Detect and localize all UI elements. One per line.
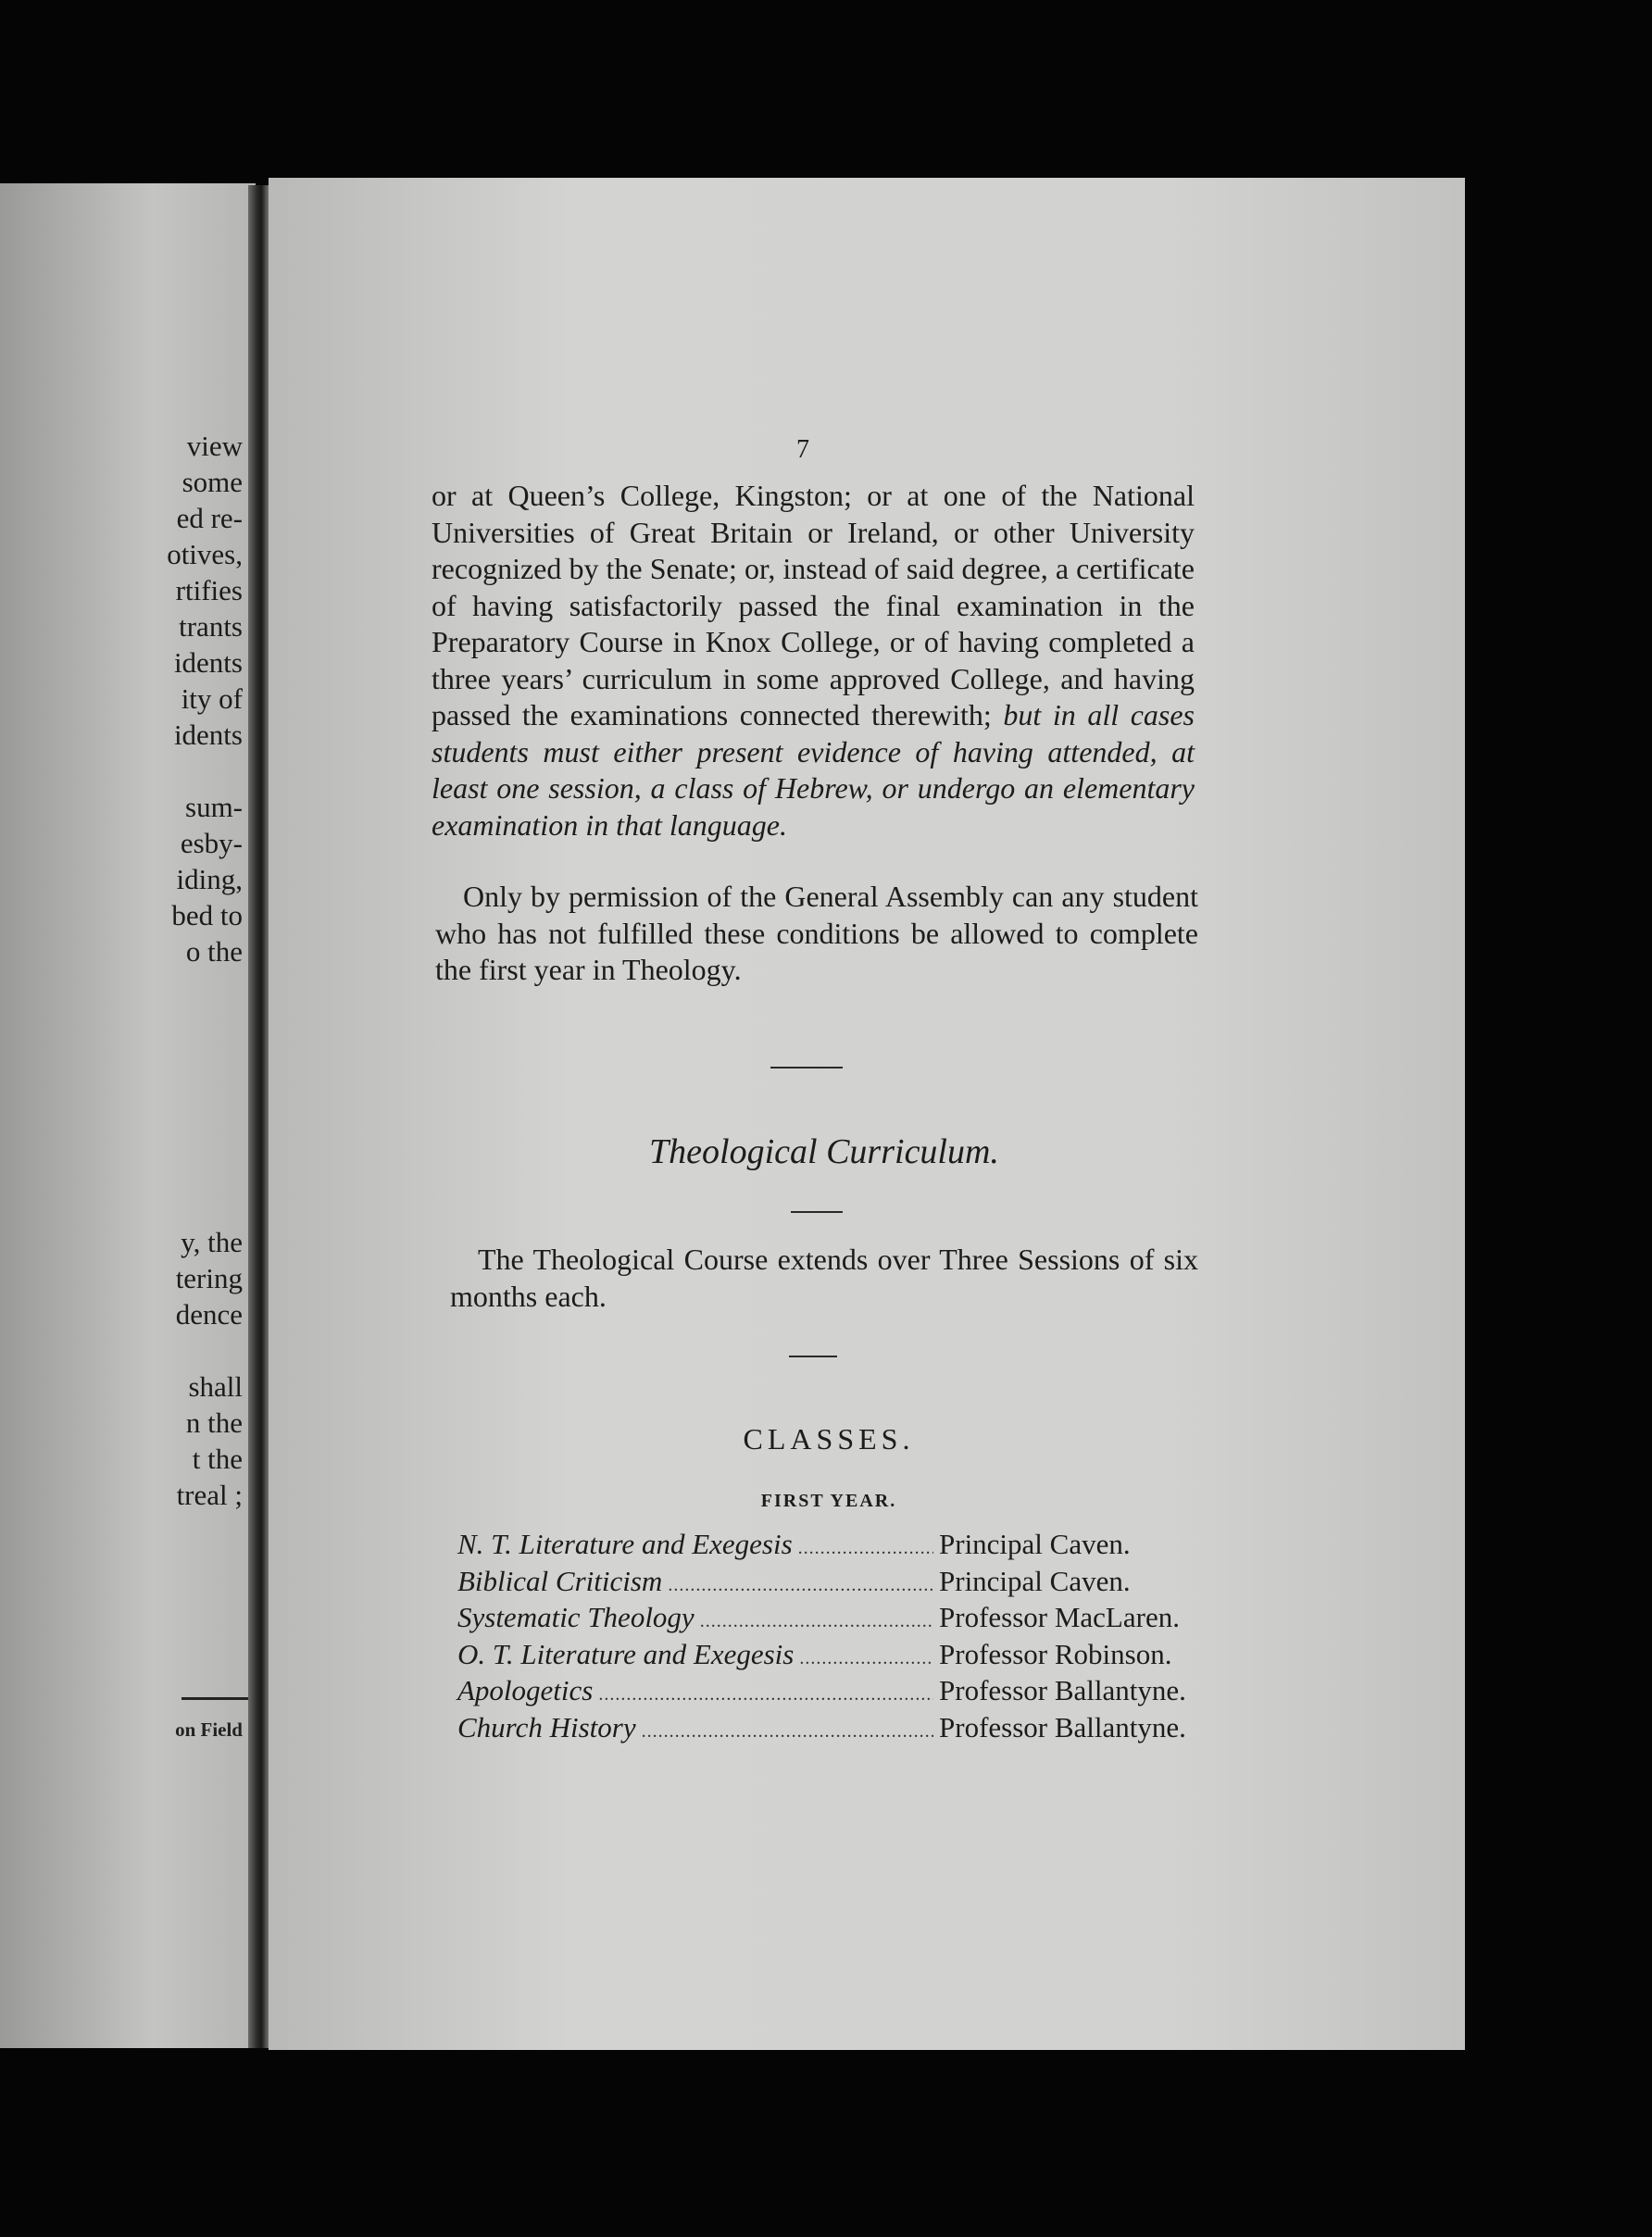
class-subject: O. T. Literature and Exegesis (457, 1637, 795, 1670)
class-subject: Biblical Criticism (457, 1564, 663, 1597)
class-row (457, 1565, 1226, 1602)
left-page-line: view (186, 430, 243, 462)
left-page-line: some (181, 466, 243, 498)
left-page-line: ed re- (176, 502, 243, 534)
classes-title: CLASSES. (743, 1422, 915, 1456)
divider-rule-2 (791, 1211, 843, 1213)
section-heading: Theological Curriculum. (649, 1132, 999, 1171)
class-professor: Professor Ballantyne. (939, 1710, 1186, 1743)
class-subject: Church History (457, 1710, 636, 1743)
course-note-text: The Theological Course extends over Three Sessions of six months each. (450, 1243, 1198, 1313)
admission-text-italic: but in all cases students must either present evidence of having attended, at least one session, a class of Hebrew, or undergo an elementary examination in that language. (432, 698, 1195, 842)
dot-leader (642, 1721, 933, 1743)
left-page-line: iding, (176, 863, 243, 895)
left-page-line: y, the (181, 1226, 243, 1258)
left-page-line: esby- (180, 827, 243, 859)
left-page-line: treal ; (176, 1479, 243, 1511)
admission-text-roman: or at Queen’s College, Kingston; or at one of the National Universities of Great Britain or Ireland, or other University recognized by the Senate; or, instead of said degree, a certificate of having satisfactorily passed the final examination in the Preparatory Course in Knox College, or of having completed a three years’ curriculum in some approved College, and having passed the examinations connected therewith; (432, 479, 1195, 731)
dot-leader (799, 1648, 933, 1669)
class-subject: Apologetics (457, 1674, 594, 1706)
left-page-line: ity of (181, 682, 243, 715)
left-page-line: o the (185, 935, 243, 968)
class-professor: Principal Caven. (939, 1564, 1131, 1597)
left-page-line: trants (179, 610, 243, 643)
left-page-line: otives, (167, 538, 243, 570)
dot-leader (700, 1611, 933, 1632)
class-list (457, 1528, 1226, 1747)
left-page-line: shall (188, 1370, 243, 1403)
left-page-line: dence (175, 1298, 243, 1331)
class-row (457, 1638, 1226, 1675)
class-subject: N. T. Literature and Exegesis (457, 1528, 793, 1560)
left-page-line: n the (185, 1406, 243, 1439)
dot-leader (668, 1575, 933, 1596)
left-page-line: tering (175, 1262, 243, 1294)
admission-text (432, 478, 1195, 844)
left-page-line: bed to (171, 899, 243, 931)
paragraph-course-note (450, 1242, 1198, 1315)
left-page-footer: on Field (175, 1718, 243, 1741)
left-page (0, 183, 256, 2048)
book-gutter (248, 185, 270, 2048)
class-row (457, 1711, 1226, 1748)
divider-rule-1 (770, 1067, 843, 1069)
left-page-rule (181, 1697, 256, 1700)
class-professor: Principal Caven. (939, 1528, 1131, 1560)
class-professor: Professor Ballantyne. (939, 1674, 1186, 1706)
left-page-line: rtifies (175, 574, 243, 606)
paragraph-permission (435, 879, 1198, 989)
dot-leader (798, 1538, 933, 1559)
left-page-line: idents (173, 719, 243, 751)
divider-rule-3 (789, 1356, 837, 1357)
class-subject: Systematic Theology (457, 1601, 695, 1633)
class-row (457, 1528, 1226, 1565)
first-year-label: FIRST YEAR. (760, 1491, 897, 1511)
dot-leader (598, 1684, 933, 1706)
page-number: 7 (796, 435, 809, 464)
class-row (457, 1674, 1226, 1711)
paragraph-admission (432, 478, 1195, 844)
permission-text: Only by permission of the General Assembly can any student who has not fulfilled these conditions be allowed to complete the first year in Theology. (435, 880, 1198, 986)
right-page (269, 178, 1465, 2050)
left-page-line: sum- (185, 791, 243, 823)
class-row (457, 1601, 1226, 1638)
left-page-line: idents (173, 646, 243, 679)
class-professor: Professor Robinson. (939, 1637, 1172, 1670)
class-professor: Professor MacLaren. (939, 1601, 1180, 1633)
left-page-line: t the (192, 1443, 243, 1475)
